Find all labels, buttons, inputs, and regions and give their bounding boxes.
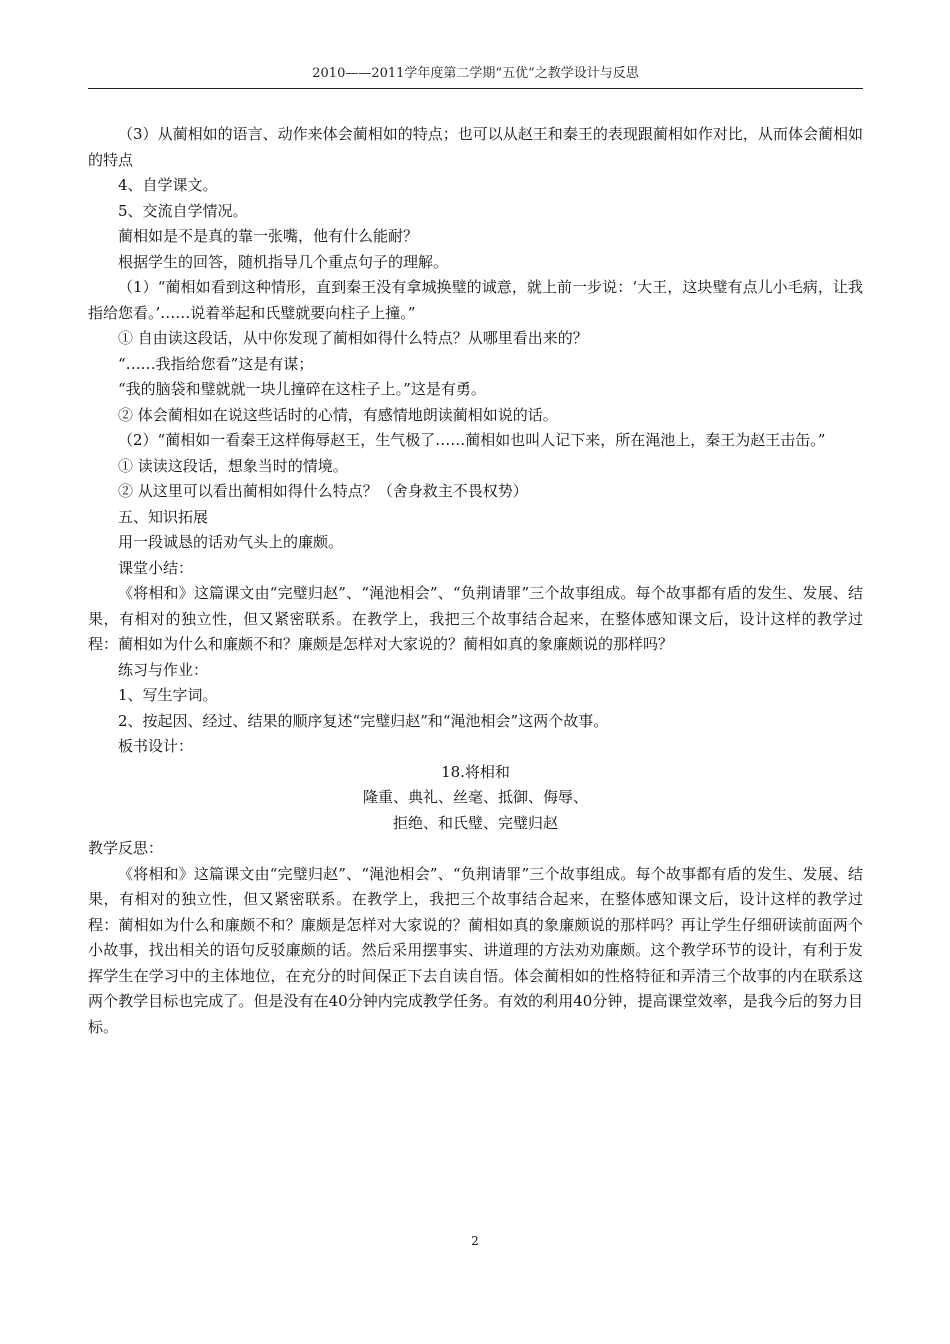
paragraph: “我的脑袋和璧就就一块儿撞碎在这柱子上。”这是有勇。 <box>118 380 486 398</box>
section-heading: 五、知识拓展 <box>118 507 209 526</box>
paragraph: 5、交流自学情况。 <box>118 201 248 220</box>
paragraph: 4、自学课文。 <box>118 176 218 194</box>
board-line: 隆重、典礼、丝毫、抵御、侮辱、 <box>362 788 588 806</box>
section-heading: 教学反思： <box>88 839 164 857</box>
paragraph: ① 读读这段话，想象当时的情境。 <box>118 456 348 475</box>
paragraph: 根据学生的回答，随机指导几个重点句子的理解。 <box>118 252 449 271</box>
paragraph: （3）从蔺相如的语言、动作来体会蔺相如的特点；也可以从赵王和秦王的表现跟蔺相如作对比，从而体会蔺相如的特点 <box>88 125 863 169</box>
paragraph: 2、按起因、经过、结果的顺序复述“完璧归赵”和“渑池相会”这两个故事。 <box>118 711 609 730</box>
paragraph: 《将相和》这篇课文由“完璧归赵”、“渑池相会”、“负荆请罪”三个故事组成。每个故事都有盾的发生、发展、结果，有相对的独立性，但又紧密联系。在教学上，我把三个故事结合起来，在整体感知课文后，设计这样的教学过程：蔺相如为什么和廉颇不和？廉颇是怎样对大家说的？蔺相如真的象廉颇说的那样吗？再让学生仔细研读前面两个小故事，找出相关的语句反驳廉颇的话。然后采用摆事实、讲道理的方法劝劝廉颇。这个教学环节的设计，有利于发挥学生在学习中的主体地位，在充分的时间保正下去自读自悟。体会蔺相如的性格特征和弄清三个故事的内在联系这两个教学目标也完成了。但是没有在40分钟内完成教学任务。有效的利用40分钟，提高课堂效率，是我今后的努力目标。 <box>88 864 863 1036</box>
page-header: 2010——2011学年度第二学期“五优”之教学设计与反思 <box>88 64 863 89</box>
board-title: 18.将相和 <box>441 762 510 781</box>
paragraph: 蔺相如是不是真的靠一张嘴，他有什么能耐？ <box>118 227 419 245</box>
paragraph: （2）“蔺相如一看秦王这样侮辱赵王，生气极了……蔺相如也叫人记下来，所在渑池上，秦王为赵王击缶。” <box>118 431 826 449</box>
paragraph: 用一段诚恳的话劝气头上的廉颇。 <box>118 533 344 551</box>
paragraph: 1、写生字词。 <box>118 686 218 704</box>
document-body <box>88 122 863 1040</box>
page-number: 2 <box>471 1234 479 1248</box>
section-heading: 练习与作业： <box>118 660 209 679</box>
paragraph: （1）“蔺相如看到这种情形，直到秦王没有拿城换璧的诚意，就上前一步说：‘大王，这块璧有点儿小毛病，让我指给您看。’……说着举起和氏璧就要向柱子上撞。” <box>88 278 863 322</box>
paragraph: ② 体会蔺相如在说这些话时的心情，有感情地朗读蔺相如说的话。 <box>118 405 558 424</box>
paragraph: ① 自由读这段话，从中你发现了蔺相如得什么特点？从哪里看出来的？ <box>118 329 588 347</box>
paragraph: ② 从这里可以看出蔺相如得什么特点？（舍身救主不畏权势） <box>118 482 528 500</box>
paragraph: “……我指给您看”这是有谋； <box>118 354 314 373</box>
paragraph: 《将相和》这篇课文由“完璧归赵”、“渑池相会”、“负荆请罪”三个故事组成。每个故事都有盾的发生、发展、结果，有相对的独立性，但又紧密联系。在教学上，我把三个故事结合起来，在整体感知课文后，设计这样的教学过程：蔺相如为什么和廉颇不和？廉颇是怎样对大家说的？蔺相如真的象廉颇说的那样吗？ <box>88 584 863 653</box>
section-heading: 板书设计： <box>118 737 194 755</box>
section-heading: 课堂小结： <box>118 558 194 577</box>
board-line: 拒绝、和氏璧、完璧归赵 <box>392 813 558 832</box>
